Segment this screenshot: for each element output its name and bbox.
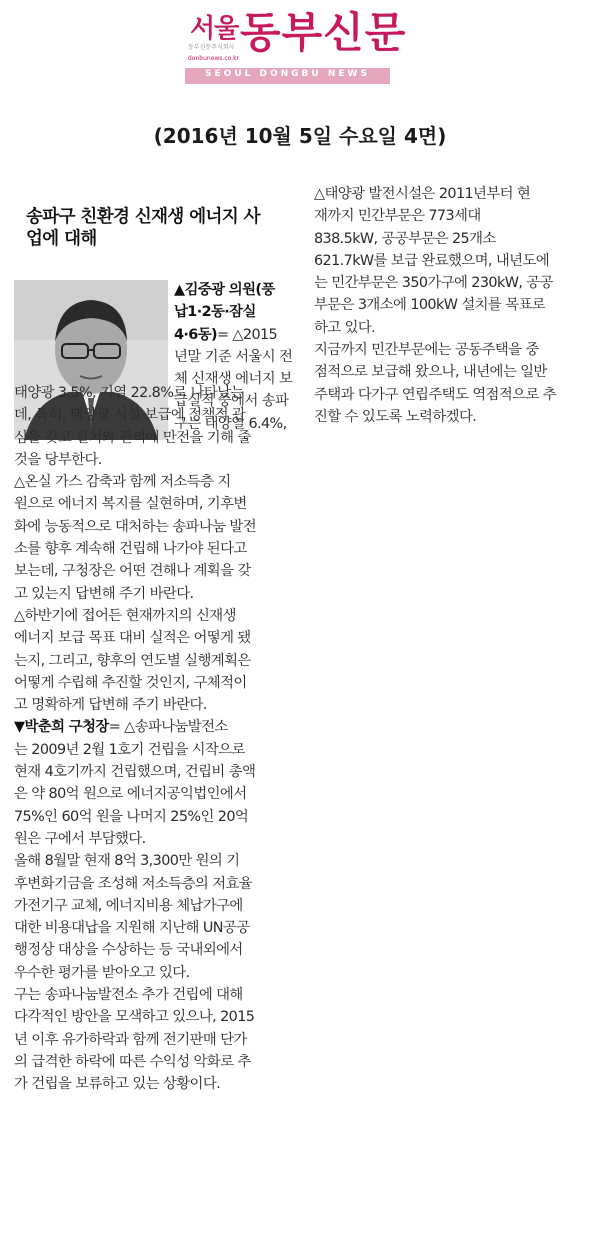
text-line (14, 560, 302, 582)
text-line (14, 516, 302, 538)
text-line (14, 471, 302, 493)
text-line: 진할 수 있도록 노력하겠다. (314, 408, 477, 425)
text-line: 년말 기준 서울시 전 (174, 348, 293, 365)
text-line: 주택과 다가구 연립주택도 역점적으로 추 (314, 386, 557, 403)
body-text: 가전기구 교체, 에너지비용 체납가구에 (14, 897, 243, 914)
text-line (14, 873, 302, 895)
body-text: 가 건립을 보류하고 있는 상황이다. (14, 1076, 221, 1093)
text-line (14, 783, 302, 805)
body-text: 데, 특히, 태양광 시설 보급에 정책적 관 (14, 407, 246, 424)
text-line (14, 538, 302, 560)
logo-seoul: 서울 (190, 14, 239, 44)
body-text: 심을 갖고 설치와 관리에 만전을 기해 줄 (14, 429, 251, 446)
body-text: 행정상 대상을 수상하는 등 국내외에서 (14, 942, 243, 959)
body-text: 후변화기금을 조성해 저소득층의 저효율 (14, 875, 253, 892)
text-line: 구는 태양열 6.4%, (174, 415, 287, 432)
text-line (14, 962, 302, 984)
body-text: 대한 비용대납을 지원해 지난해 UN공공 (14, 920, 250, 937)
body-text: 는 2009년 2월 1호기 건립을 시작으로 (14, 741, 245, 758)
headline-line: 업에 대해 (26, 229, 97, 250)
text-line (14, 404, 302, 426)
text-line: 는 민간부문은 350가구에 230kW, 공공 (314, 275, 553, 292)
text-line (14, 583, 302, 605)
text-line (14, 984, 302, 1006)
body-text: 올해 8월말 현재 8억 3,300만 원의 기 (14, 853, 240, 870)
text-line (14, 917, 302, 939)
text-line: 재까지 민간부문은 773세대 (314, 208, 481, 225)
text-line: ▲김중광 의원(풍 (174, 282, 275, 298)
text-line (14, 493, 302, 515)
text-line (14, 694, 302, 716)
body-text: 우수한 평가를 받아오고 있다. (14, 964, 190, 981)
text-line: 지금까지 민간부문에는 공동주택을 중 (314, 342, 539, 359)
headline-line: 송파구 친환경 신재생 에너지 사 (26, 207, 260, 227)
text-line (14, 828, 302, 850)
article-right-column (314, 183, 594, 428)
body-text: 년 이후 유가하락과 함께 전기판매 단가 (14, 1031, 247, 1048)
body-text: 다각적인 방안을 모색하고 있으나, 2015 (14, 1009, 255, 1026)
body-text: 에너지 보급 목표 대비 실적은 어떻게 됐 (14, 630, 251, 647)
text-line (14, 761, 302, 783)
text-line (14, 1029, 302, 1051)
article-left-column (14, 382, 302, 1096)
text-line (14, 850, 302, 872)
text-line: 838.5kW, 공공부문은 25개소 (314, 230, 496, 247)
text-line (14, 1006, 302, 1028)
masthead (0, 0, 600, 95)
dateline: (2016년 10월 5일 수요일 4면) (153, 124, 447, 148)
speaker-label: ▼박춘희 구청장 (14, 719, 109, 736)
text-line (14, 739, 302, 761)
text-line (14, 650, 302, 672)
text-line (14, 1073, 302, 1095)
body-text: 의 급격한 하락에 따른 수익성 악화로 추 (14, 1053, 251, 1070)
body-text: 화에 능동적으로 대처하는 송파나눔 발전 (14, 518, 257, 535)
body-text: 태양광 3.5%, 지열 22.8%로 나타났는 (14, 385, 244, 401)
body-text: 구는 송파나눔발전소 추가 건립에 대해 (14, 987, 243, 1004)
text-line (14, 716, 302, 738)
text-line: 납1·2동·잠실 (174, 304, 256, 321)
text-line (14, 895, 302, 917)
body-text: 75%인 60억 원을 나머지 25%인 20억 (14, 808, 249, 825)
text-line (14, 382, 302, 404)
body-text: = △송파나눔발전소 (108, 719, 228, 736)
text-line: 급실적 중에서 송파 (174, 393, 289, 410)
text-line (14, 1051, 302, 1073)
body-text: 현재 4호기까지 건립했으며, 건립비 총액 (14, 764, 256, 781)
text-line: △태양광 발전시설은 2011년부터 현 (314, 186, 531, 202)
text-line: 부문은 3개소에 100kW 설치를 목표로 (314, 297, 546, 314)
logo-subtitle: 동부신문주식회사 (188, 44, 235, 51)
body-text: 고 있는지 답변해 주기 바란다. (14, 585, 194, 602)
text-line (14, 627, 302, 649)
text-line (14, 427, 302, 449)
logo-dongbu-sinmun: 동부신문 (240, 8, 407, 57)
body-text: 어떻게 수립해 추진할 것인지, 구체적이 (14, 674, 247, 691)
body-text: 고 명확하게 답변해 주기 바란다. (14, 697, 207, 714)
body-text: △하반기에 접어든 현재까지의 신재생 (14, 607, 236, 624)
text-line: 체 신재생 에너지 보 (174, 371, 293, 388)
body-text: 소를 향후 계속해 건립해 나가야 된다고 (14, 541, 247, 558)
text-line (14, 605, 302, 627)
body-text: △온실 가스 감축과 함께 저소득층 지 (14, 474, 231, 491)
text-line (14, 806, 302, 828)
body-text: 원은 구에서 부담했다. (14, 830, 146, 847)
text-line: 621.7kW를 보급 완료했으며, 내년도에 (314, 252, 550, 269)
body-text: 는지, 그리고, 향후의 연도별 실행계획은 (14, 652, 251, 669)
text-line (14, 449, 302, 471)
article-headline (26, 204, 301, 249)
body-text: 것을 당부한다. (14, 451, 102, 468)
body-text: 보는데, 구청장은 어떤 견해나 계획을 갖 (14, 563, 251, 580)
logo-website: donbunews.co.kr (188, 55, 240, 62)
body-text: 은 약 80억 원으로 에너지공익법인에서 (14, 786, 247, 803)
body-text: 원으로 에너지 복지를 실현하며, 기후변 (14, 496, 247, 513)
logo-english: SEOUL DONGBU NEWS (205, 69, 370, 79)
text-line: 하고 있다. (314, 319, 376, 336)
text-line: 점적으로 보급해 왔으나, 내년에는 일반 (314, 364, 547, 381)
text-line: 4·6동)= △2015 (174, 326, 278, 343)
text-line (14, 939, 302, 961)
text-line (14, 672, 302, 694)
